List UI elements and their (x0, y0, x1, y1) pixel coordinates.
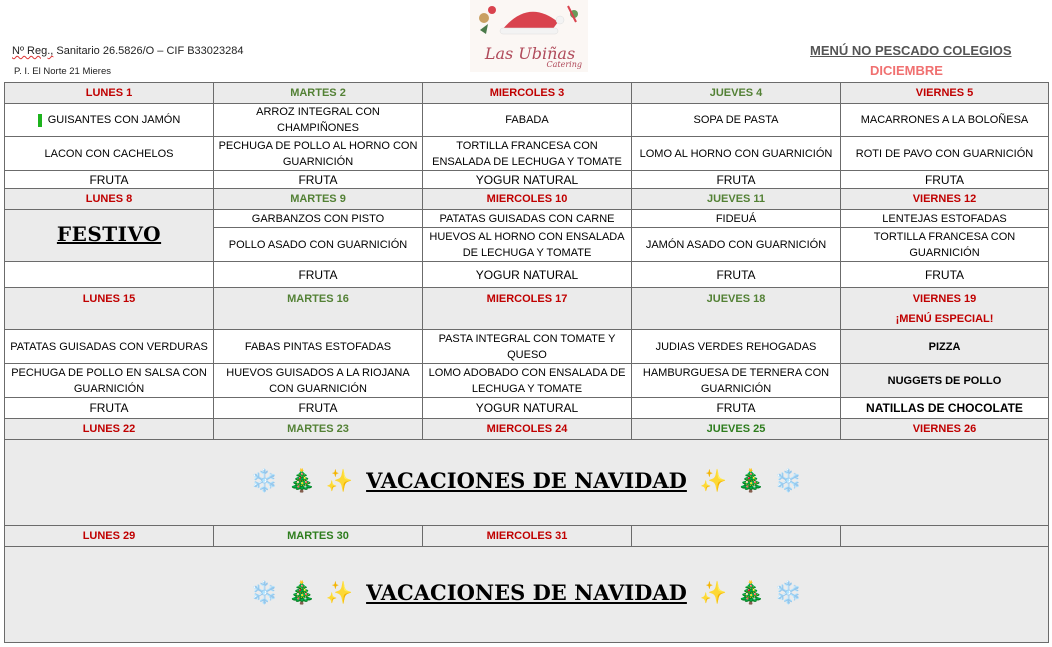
special-meal-cell: NATILLAS DE CHOCOLATE (841, 398, 1049, 419)
registry-info: Nº Reg., Sanitario 26.5826/O – CIF B33023284 (12, 45, 244, 57)
meal-row-first-course (5, 210, 1049, 228)
sparkles-icon: ✨ (325, 579, 354, 606)
meal-cell: FRUTA (214, 398, 423, 419)
meal-cell: LOMO ADOBADO CON ENSALADA DE LECHUGA Y TOMATE (423, 364, 632, 398)
sparkles-icon: ✨ (699, 467, 728, 494)
day-header (632, 526, 841, 547)
meal-cell: PASTA INTEGRAL CON TOMATE Y QUESO (423, 330, 632, 364)
meal-cell: PATATAS GUISADAS CON VERDURAS (5, 330, 214, 364)
snowflake-icon: ❄️ (250, 467, 279, 494)
day-header: JUEVES 11 (632, 189, 841, 210)
meal-cell: FRUTA (214, 171, 423, 189)
day-header-row (5, 419, 1049, 440)
meal-row-dessert (5, 398, 1049, 419)
meal-cell: LOMO AL HORNO CON GUARNICIÓN (632, 137, 841, 171)
day-header: MIERCOLES 17 (423, 288, 632, 330)
sparkles-icon: ✨ (699, 579, 728, 606)
special-meal-cell: NUGGETS DE POLLO (841, 364, 1049, 398)
day-header: JUEVES 4 (632, 83, 841, 104)
meal-cell: FIDEUÁ (632, 210, 841, 228)
meal-cell: TORTILLA FRANCESA CON ENSALADA DE LECHUGA Y TOMATE (423, 137, 632, 171)
vacation-banner (5, 547, 1049, 643)
green-marker-icon (38, 114, 42, 127)
christmas-tree-icon: 🎄 (737, 467, 765, 494)
meal-cell: FRUTA (214, 262, 423, 288)
day-header: MARTES 9 (214, 189, 423, 210)
logo-subtitle: Catering (546, 60, 582, 69)
day-header-row (5, 526, 1049, 547)
day-header: MARTES 30 (214, 526, 423, 547)
day-header: LUNES 22 (5, 419, 214, 440)
meal-row-dessert (5, 171, 1049, 189)
meal-row-second-course (5, 137, 1049, 171)
day-header: LUNES 15 (5, 288, 214, 330)
menu-month: DICIEMBRE (870, 63, 943, 78)
meal-cell: YOGUR NATURAL (423, 262, 632, 288)
meal-cell: TORTILLA FRANCESA CON GUARNICIÓN (841, 228, 1049, 262)
day-header: VIERNES 12 (841, 189, 1049, 210)
meal-cell: GUISANTES CON JAMÓN (5, 104, 214, 137)
holiday-label: FESTIVO (56, 221, 162, 246)
day-header: MARTES 16 (214, 288, 423, 330)
day-header: MIERCOLES 31 (423, 526, 632, 547)
meal-cell: HUEVOS AL HORNO CON ENSALADA DE LECHUGA Y TOMATE (423, 228, 632, 262)
meal-cell: FRUTA (5, 398, 214, 419)
day-header: JUEVES 25 (632, 419, 841, 440)
vacation-label: VACACIONES DE NAVIDAD (366, 467, 687, 493)
meal-cell: YOGUR NATURAL (423, 398, 632, 419)
meal-row-second-course (5, 364, 1049, 398)
meal-cell: FABAS PINTAS ESTOFADAS (214, 330, 423, 364)
christmas-tree-icon: 🎄 (737, 579, 765, 606)
day-header: LUNES 8 (5, 189, 214, 210)
day-header: MARTES 23 (214, 419, 423, 440)
page-header (0, 0, 1052, 82)
vacation-banner (5, 440, 1049, 526)
meal-cell: PATATAS GUISADAS CON CARNE (423, 210, 632, 228)
day-header: MIERCOLES 3 (423, 83, 632, 104)
day-header: LUNES 29 (5, 526, 214, 547)
snowflake-icon: ❄️ (250, 579, 279, 606)
meal-cell: FRUTA (632, 171, 841, 189)
sparkles-icon: ✨ (325, 467, 354, 494)
holiday-cell (5, 210, 214, 262)
special-meal-cell: PIZZA (841, 330, 1049, 364)
weekly-menu-table (4, 82, 1049, 643)
vacation-row (5, 440, 1049, 526)
day-header: MIERCOLES 24 (423, 419, 632, 440)
day-header-row (5, 83, 1049, 104)
empty-cell (5, 262, 214, 288)
meal-cell: HAMBURGUESA DE TERNERA CON GUARNICIÓN (632, 364, 841, 398)
meal-cell: ARROZ INTEGRAL CON CHAMPIÑONES (214, 104, 423, 137)
day-header: JUEVES 18 (632, 288, 841, 330)
meal-cell: MACARRONES A LA BOLOÑESA (841, 104, 1049, 137)
christmas-tree-icon: 🎄 (288, 467, 316, 494)
special-menu-label: ¡MENÚ ESPECIAL! (895, 313, 994, 325)
meal-cell: ROTI DE PAVO CON GUARNICIÓN (841, 137, 1049, 171)
day-header: LUNES 1 (5, 83, 214, 104)
meal-cell: GARBANZOS CON PISTO (214, 210, 423, 228)
day-header-row (5, 189, 1049, 210)
vacation-row (5, 547, 1049, 643)
meal-cell: YOGUR NATURAL (423, 171, 632, 189)
meal-cell: PECHUGA DE POLLO AL HORNO CON GUARNICIÓN (214, 137, 423, 171)
meal-row-first-course (5, 330, 1049, 364)
meal-cell: JAMÓN ASADO CON GUARNICIÓN (632, 228, 841, 262)
logo-name: Las Ubiñas (484, 44, 576, 63)
day-header (841, 526, 1049, 547)
christmas-tree-icon: 🎄 (288, 579, 316, 606)
day-header: VIERNES 5 (841, 83, 1049, 104)
day-header: VIERNES 19 ¡MENÚ ESPECIAL! (841, 288, 1049, 330)
day-header: MARTES 2 (214, 83, 423, 104)
menu-title: MENÚ NO PESCADO COLEGIOS (810, 43, 1012, 58)
company-address: P. I. El Norte 21 Mieres (14, 66, 111, 77)
meal-cell: FRUTA (5, 171, 214, 189)
meal-cell: JUDIAS VERDES REHOGADAS (632, 330, 841, 364)
meal-cell: SOPA DE PASTA (632, 104, 841, 137)
meal-cell: HUEVOS GUISADOS A LA RIOJANA CON GUARNICIÓN (214, 364, 423, 398)
snowflake-icon: ❄️ (774, 579, 803, 606)
meal-cell: PECHUGA DE POLLO EN SALSA CON GUARNICIÓN (5, 364, 214, 398)
meal-cell: FRUTA (841, 262, 1049, 288)
day-header: VIERNES 26 (841, 419, 1049, 440)
day-header: MIERCOLES 10 (423, 189, 632, 210)
meal-cell: POLLO ASADO CON GUARNICIÓN (214, 228, 423, 262)
meal-cell: FRUTA (632, 262, 841, 288)
meal-cell: FRUTA (841, 171, 1049, 189)
meal-cell: LACON CON CACHELOS (5, 137, 214, 171)
meal-cell: FRUTA (632, 398, 841, 419)
snowflake-icon: ❄️ (774, 467, 803, 494)
vacation-label: VACACIONES DE NAVIDAD (366, 579, 687, 605)
day-header-row (5, 288, 1049, 330)
meal-cell: FABADA (423, 104, 632, 137)
meal-row-dessert (5, 262, 1049, 288)
meal-row-first-course (5, 104, 1049, 137)
meal-cell: LENTEJAS ESTOFADAS (841, 210, 1049, 228)
